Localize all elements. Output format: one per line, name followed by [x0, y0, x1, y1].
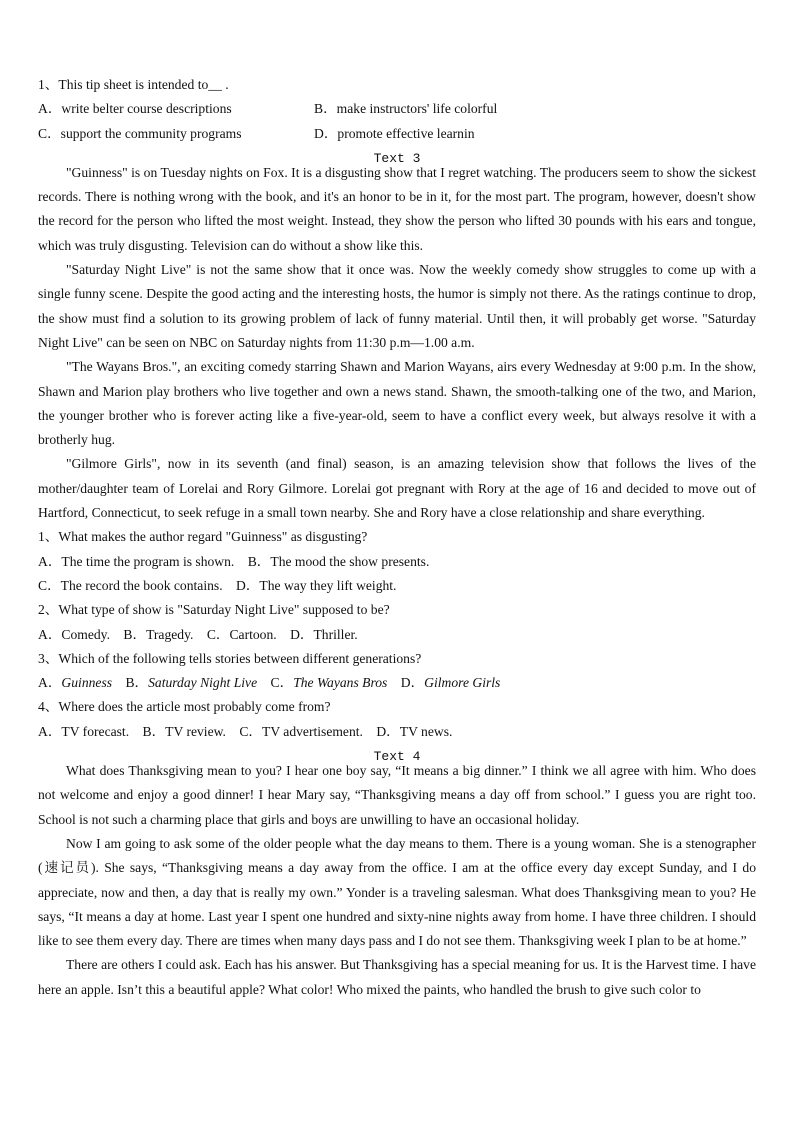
option-c: C．The record the book contains.: [38, 577, 223, 593]
section-heading-text4: Text 4: [373, 749, 421, 765]
option-a: A．Comedy.: [38, 626, 110, 642]
option-row: [38, 550, 756, 574]
option-d-letter: D．: [400, 675, 425, 691]
question-stem: 3、Which of the following tells stories between different generations?: [38, 650, 422, 666]
option-a-letter: A．: [38, 675, 62, 691]
document-page: [38, 73, 756, 1002]
option-d: D．TV news.: [376, 723, 453, 739]
option-c: The Wayans Bros: [293, 675, 388, 691]
paragraph: "Saturday Night Live" is not the same show that it once was. Now the weekly comedy show struggles to come up with a single funny scene. Despite the good acting and the interesting hosts, the humor is simply not there. As the ratings continue to drop, the show must find a solution to its growing problem of lack of funny material. Until then, it will probably get worse. "Saturday Night Live" can be seen on NBC on Saturday nights from 11:30 p.m—1.00 a.m.: [38, 262, 756, 350]
option-a: Guinness: [61, 675, 113, 691]
question-stem: 4、Where does the article most probably come from?: [38, 699, 331, 715]
paragraph: Now I am going to ask some of the older people what the day means to them. There is a young woman. She is a stenographer (速记员). She says, “Thanksgiving means a day away from the office. I am at the office every day except Sunday, and I do appreciate, now and then, a day that is really my own.” Yonder is a traveling salesman. What does Thanksgiving mean to you? He says, “It means a day at home. Last year I spent one hundred and sixty-nine nights away from home. I have three children. I should like to see them every day. There are times when many days pass and I do not see them. Thanksgiving week I plan to be at home.”: [38, 835, 756, 949]
paragraph: What does Thanksgiving mean to you? I hear one boy say, “It means a big dinner.” I think we all agree with him. Who does not welcome and enjoy a good dinner! I hear Mary say, “Thanksgiving means a day off from school.” I guess you are right too. School is not such a charming place that girls and boys are unwilling to have an occasional holiday.: [38, 763, 756, 827]
question-stem: 1、This tip sheet is intended to__ .: [38, 77, 229, 92]
question-stem: 1、What makes the author regard "Guinness" as disgusting?: [38, 529, 368, 545]
paragraph: There are others I could ask. Each has his answer. But Thanksgiving has a special meaning for us. It is the Harvest time. I have here an apple. Isn’t this a beautiful apple? What color! Who mixed the paints, who handled the brush to give such color to: [38, 957, 756, 997]
paragraph: "Gilmore Girls", now in its seventh (and final) season, is an amazing television show that follows the lives of the mother/daughter team of Lorelai and Rory Gilmore. Lorelai got pregnant with Rory at the age of 16 and decided to move out of Hartford, Connecticut, to seek refuge in a small town nearby. She and Rory have a close relationship and share everything.: [38, 456, 756, 521]
option-b: B．make instructors' life colorful: [314, 101, 498, 117]
option-row: [38, 720, 756, 744]
option-a: A．The time the program is shown.: [38, 553, 235, 569]
option-b: B．TV review.: [142, 723, 226, 739]
section-heading-text3: Text 3: [373, 150, 421, 166]
option-row: [38, 623, 756, 647]
question-stem: 2、What type of show is "Saturday Night Live" supposed to be?: [38, 602, 390, 618]
option-d: Gilmore Girls: [424, 675, 501, 691]
option-c-letter: C．: [270, 675, 294, 691]
option-d: D．The way they lift weight.: [236, 577, 397, 593]
option-c: C．Cartoon.: [206, 626, 277, 642]
paragraph: "Guinness" is on Tuesday nights on Fox. It is a disgusting show that I regret watching. The producers seem to show the sickest records. There is nothing wrong with the book, and it's an honor to be in it, for the most part. The program, however, doesn't show the record for the person who lifted the most weight. Instead, they show the person who lifted 30 pounds with his ears and tongue, which was truly disgusting. Television can do without a show like this.: [38, 164, 756, 253]
option-b: Saturday Night Live: [148, 675, 258, 691]
option-row: [38, 574, 756, 598]
option-row: [38, 122, 756, 146]
paragraph: "The Wayans Bros.", an exciting comedy starring Shawn and Marion Wayans, airs every Wednesday at 9:00 p.m. In the show, Shawn and Marion play brothers who live together and own a news stand. Shawn, the smooth-talking one of the two, and Marion, the younger brother who is forever acting like a five-year-old, seem to have a conflict every week, but always resolve it with a brotherly hug.: [38, 359, 756, 448]
option-d: D．Thriller.: [290, 626, 358, 642]
option-a: A．TV forecast.: [38, 723, 130, 739]
option-row: [38, 671, 756, 695]
option-row: [38, 97, 756, 121]
option-c: C．TV advertisement.: [239, 723, 363, 739]
option-d: D．promote effective learnin: [314, 125, 475, 141]
option-c: C．support the community programs: [38, 125, 242, 141]
option-a: A．write belter course descriptions: [38, 101, 232, 117]
option-b-letter: B．: [125, 675, 149, 691]
option-b: B．The mood the show presents.: [247, 553, 430, 569]
option-b: B．Tragedy.: [123, 626, 194, 642]
